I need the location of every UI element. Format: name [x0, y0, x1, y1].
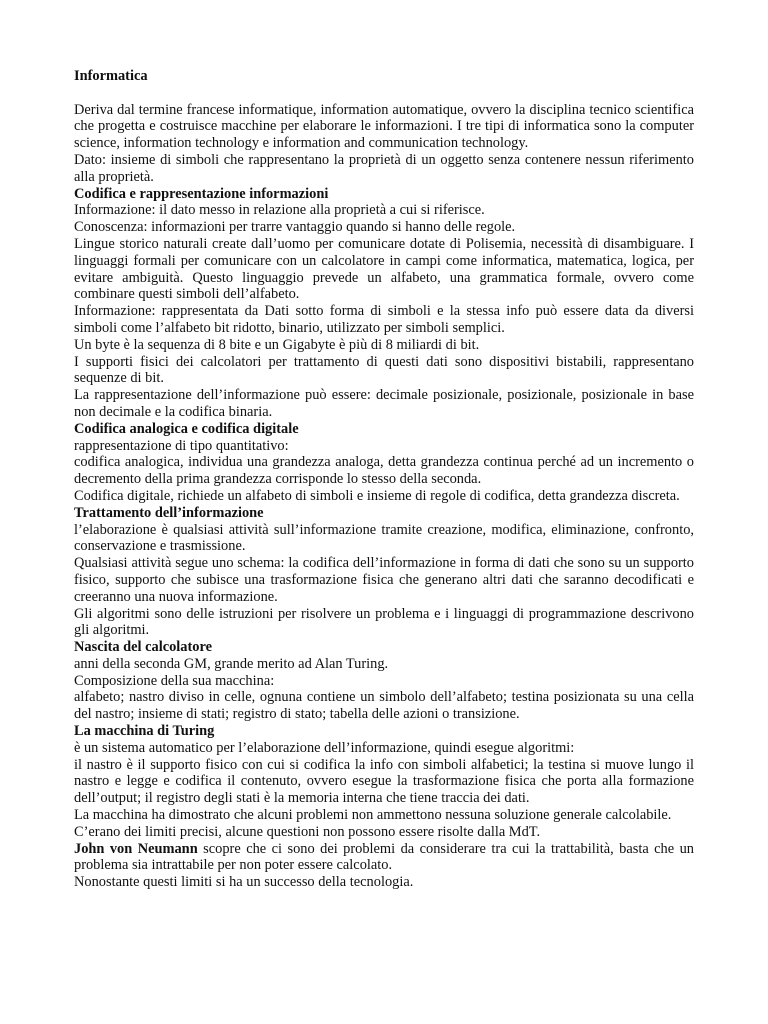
paragraph: Lingue storico naturali create dall’uomo per comunicare dotate di Polisemia, necessità di disambiguare. I linguaggi formali per comunicare con un calcolatore in campi come informatica, matematica, logica, per evitare ambiguità. Questo linguaggio prevede un alfabeto, una grammatica formale, ovvero come combinare questi simboli dell’alfabeto. [74, 235, 694, 303]
paragraph: Deriva dal termine francese informatique, information automatique, ovvero la disciplina tecnico scientifica che progetta e costruisce macchine per elaborare le informazioni. I tre tipi di informatica sono la computer science, information technology e information and communication technology. [74, 101, 694, 152]
paragraph: Qualsiasi attività segue uno schema: la codifica dell’informazione in forma di dati che sono su un supporto fisico, supporto che subisce una trasformazione fisica che generano altri dati che saranno decodificati e creeranno una nuova informazione. [74, 555, 694, 605]
section-heading: Trattamento dell’informazione [74, 504, 264, 521]
paragraph: rappresentazione di tipo quantitativo: [74, 437, 289, 454]
paragraph: Informazione: il dato messo in relazione alla proprietà a cui si riferisce. [74, 202, 485, 219]
paragraph: è un sistema automatico per l’elaborazione dell’informazione, quindi esegue algoritmi: [74, 739, 575, 756]
section-heading: Codifica analogica e codifica digitale [74, 420, 299, 437]
paragraph: C’erano dei limiti precisi, alcune questioni non possono essere risolte dalla MdT. [74, 823, 541, 840]
paragraph: La macchina ha dimostrato che alcuni problemi non ammettono nessuna soluzione generale calcolabile. [74, 807, 672, 824]
paragraph: anni della seconda GM, grande merito ad Alan Turing. [74, 655, 389, 672]
person-name: John von Neumann [74, 840, 198, 857]
paragraph: I supporti fisici dei calcolatori per trattamento di questi dati sono dispositivi bistabili, rappresentano sequenze di bit. [74, 353, 694, 387]
paragraph: il nastro è il supporto fisico con cui si codifica la info con simboli alfabetici; la testina si muove lungo il nastro e legge e codifica il contenuto, ovvero esegue la trasformazione fisica che porta alla formazione dell’output; il registro degli stati è la memoria interna che tiene traccia dei dati. [74, 756, 694, 807]
paragraph [74, 841, 694, 875]
document-title: Informatica [74, 68, 148, 84]
section-heading: Nascita del calcolatore [74, 639, 213, 656]
paragraph: La rappresentazione dell’informazione può essere: decimale posizionale, posizionale, posizionale in base non decimale e la codifica binaria. [74, 387, 694, 420]
paragraph: codifica analogica, individua una grandezza analoga, detta grandezza continua perché ad un incremento o decremento della prima grandezza corrisponde lo stesso della seconda. [74, 454, 694, 488]
section-heading: Codifica e rappresentazione informazioni [74, 185, 329, 202]
paragraph: Codifica digitale, richiede un alfabeto di simboli e insieme di regole di codifica, detta grandezza discreta. [74, 487, 680, 504]
paragraph: Composizione della sua macchina: [74, 672, 275, 689]
paragraph: alfabeto; nastro diviso in celle, ognuna contiene un simbolo dell’alfabeto; testina posizionata su una cella del nastro; insieme di stati; registro di stato; tabella delle azioni o transizione. [74, 689, 694, 723]
section-heading: La macchina di Turing [74, 723, 215, 740]
paragraph-text: scopre che ci sono dei problemi da considerare tra cui la trattabilità, basta che un problema sia intrattabile per non poter essere calcolato. [74, 840, 694, 874]
paragraph: Un byte è la sequenza di 8 bite e un Gigabyte è più di 8 miliardi di bit. [74, 336, 480, 353]
document-page [74, 68, 694, 891]
paragraph: l’elaborazione è qualsiasi attività sull’informazione tramite creazione, modifica, eliminazione, confronto, conservazione e trasmissione. [74, 521, 694, 555]
paragraph: Informazione: rappresentata da Dati sotto forma di simboli e la stessa info può essere data da diversi simboli come l’alfabeto bit ridotto, binario, utilizzato per simboli semplici. [74, 303, 694, 336]
paragraph: Nonostante questi limiti si ha un successo della tecnologia. [74, 874, 414, 891]
paragraph: Conoscenza: informazioni per trarre vantaggio quando si hanno delle regole. [74, 219, 516, 236]
paragraph: Dato: insieme di simboli che rappresentano la proprietà di un oggetto senza contenere nessun riferimento alla proprietà. [74, 151, 694, 185]
paragraph: Gli algoritmi sono delle istruzioni per risolvere un problema e i linguaggi di programmazione descrivono gli algoritmi. [74, 605, 694, 639]
